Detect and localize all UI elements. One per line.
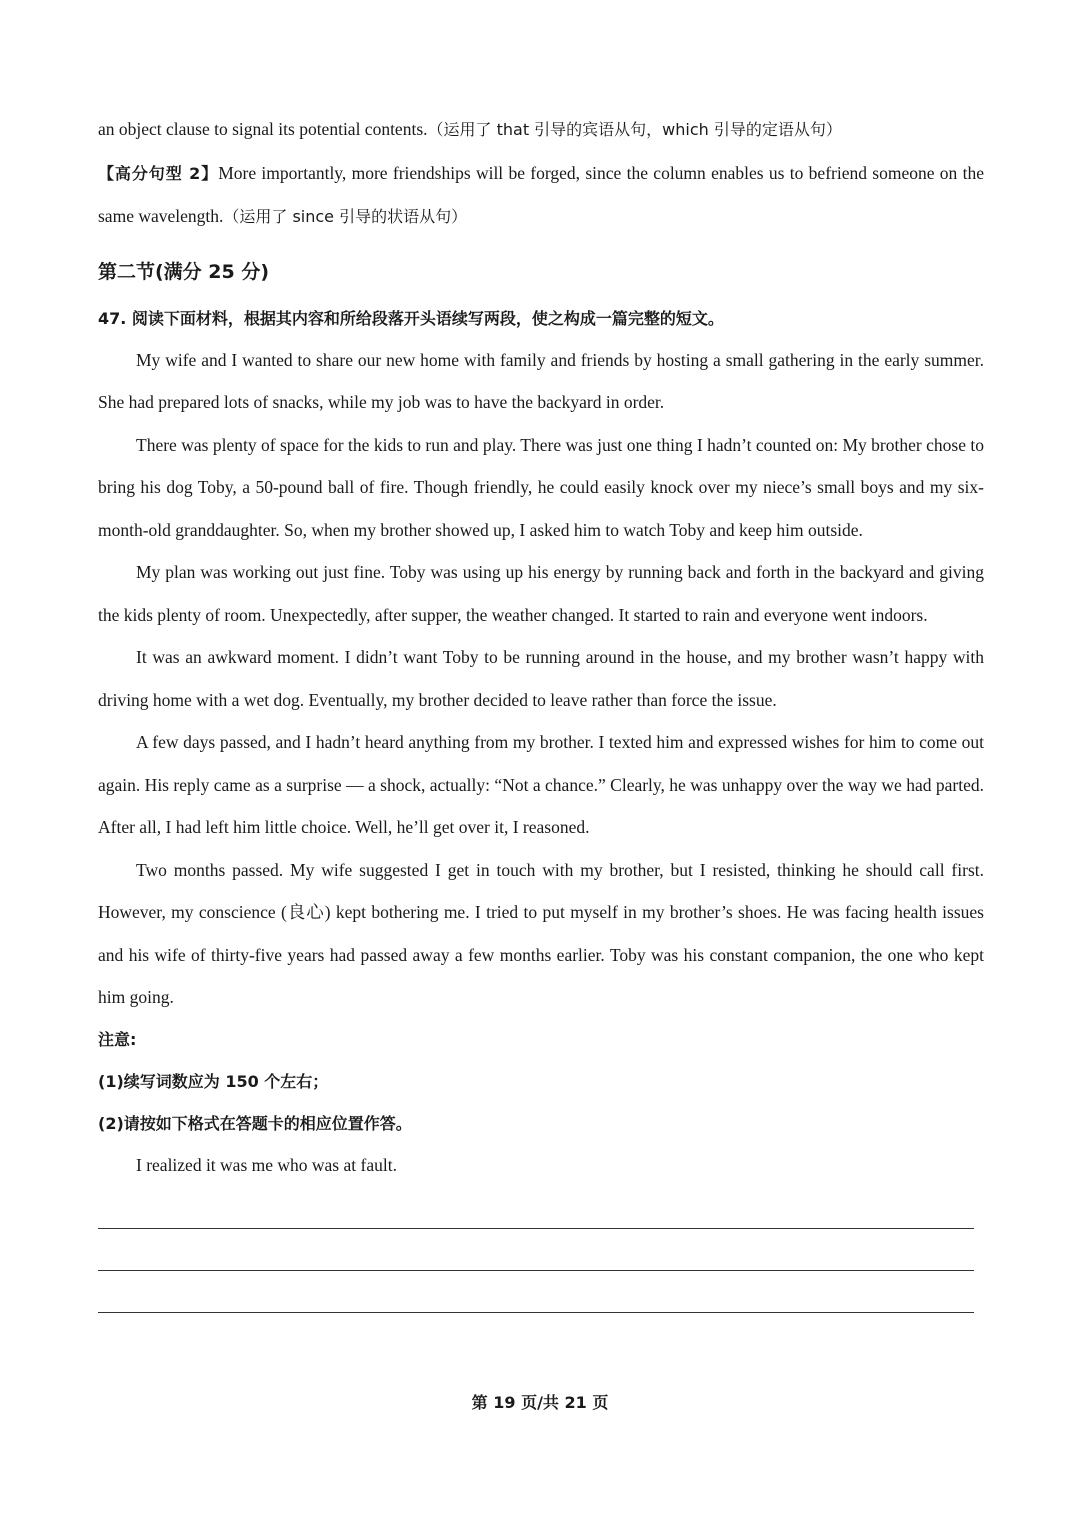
intro-line-2-text: More importantly, more friendships will be forged, since the column enables us to befriend someone on the same wavelength. [98, 162, 984, 226]
continuation-start-sentence: I realized it was me who was at fault. [136, 1154, 397, 1175]
document-page [98, 108, 984, 1313]
passage [98, 339, 984, 1019]
answer-line [98, 1187, 974, 1229]
passage-paragraph: A few days passed, and I hadn’t heard anything from my brother. I texted him and expressed wishes for him to come out again. His reply came as a surprise — a shock, actually: “Not a chance.” Clearly, he was unhappy over the way we had parted. After all, I had left him little choice. Well, he’ll get over it, I reasoned. [98, 732, 984, 837]
page-footer: 第 19 页/共 21 页 [471, 1393, 609, 1412]
intro-line-1 [98, 108, 984, 152]
passage-paragraph: It was an awkward moment. I didn’t want Toby to be running around in the house, and my brother wasn’t happy with driving home with a wet dog. Eventually, my brother decided to leave rather than force the issue. [98, 647, 984, 710]
passage-paragraph: There was plenty of space for the kids to run and play. There was just one thing I hadn’t counted on: My brother chose to bring his dog Toby, a 50-pound ball of fire. Though friendly, he could easily knock over my niece’s small boys and my six-month-old granddaughter. So, when my brother showed up, I asked him to watch Toby and keep him outside. [98, 434, 984, 540]
high-score-pattern-tag: 【高分句型 2】 [98, 163, 219, 183]
intro-line-1-note: （运用了 that 引导的宾语从句，which 引导的定语从句） [427, 120, 842, 139]
intro-line-1-text: an object clause to signal its potential contents. [98, 119, 428, 139]
notes-item-word-count: (1)续写词数应为 150 个左右； [98, 1071, 329, 1091]
answer-line [98, 1229, 974, 1271]
passage-paragraph: My plan was working out just fine. Toby was using up his energy by running back and forth in the backyard and giving the kids plenty of room. Unexpectedly, after supper, the weather changed. It started to rain and everyone went indoors. [98, 562, 984, 625]
notes-item-format: (2)请按如下格式在答题卡的相应位置作答。 [98, 1113, 412, 1133]
intro-line-2-note: （运用了 since 引导的状语从句） [223, 207, 468, 226]
section-title: 第二节(满分 25 分) [98, 260, 270, 283]
passage-paragraph: My wife and I wanted to share our new home with family and friends by hosting a small gathering in the early summer. She had prepared lots of snacks, while my job was to have the backyard in order. [98, 349, 984, 412]
answer-lines [98, 1187, 984, 1313]
answer-line [98, 1271, 974, 1313]
question-prompt: 47. 阅读下面材料，根据其内容和所给段落开头语续写两段，使之构成一篇完整的短文。 [98, 308, 724, 328]
intro-line-2 [98, 152, 984, 239]
passage-paragraph: Two months passed. My wife suggested I get in touch with my brother, but I resisted, thinking he should call first. However, my conscience (良心) kept bothering me. I tried to put myself in my brother’s shoes. He was facing health issues and his wife of thirty-five years had passed away a few months earlier. Toby was his constant companion, the one who kept him going. [98, 859, 984, 1007]
notes-label: 注意: [98, 1029, 137, 1049]
